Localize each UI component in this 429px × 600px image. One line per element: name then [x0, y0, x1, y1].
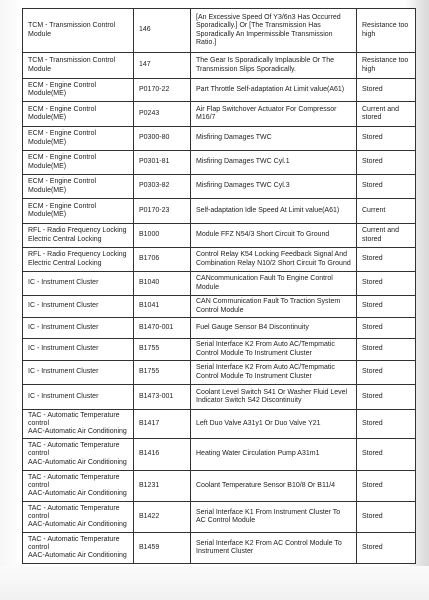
status-cell: Resistance too high — [357, 53, 416, 79]
description-cell: Misfiring Damages TWC Cyl.3 — [191, 175, 357, 199]
status-cell: Stored — [357, 296, 416, 318]
status-cell: Stored — [357, 502, 416, 533]
table-row — [23, 410, 416, 439]
status-cell: Stored — [357, 318, 416, 339]
status-cell: Current and stored — [357, 224, 416, 248]
module-cell: IC - Instrument Cluster — [23, 361, 134, 385]
module-cell: RFL - Radio Frequency Locking Electric Central Locking — [23, 224, 134, 248]
code-cell: B1416 — [134, 439, 191, 471]
code-cell: B1231 — [134, 471, 191, 502]
status-cell: Stored — [357, 410, 416, 439]
description-cell: Misfiring Damages TWC — [191, 127, 357, 151]
module-cell: TAC - Automatic Temperature control AAC-Automatic Air Conditioning — [23, 410, 134, 439]
module-cell: ECM - Engine Control Module(ME) — [23, 127, 134, 151]
description-cell: CANcommunication Fault To Engine Control Module — [191, 272, 357, 296]
status-cell: Stored — [357, 361, 416, 385]
description-cell: Heating Water Circulation Pump A31m1 — [191, 439, 357, 471]
table-row — [23, 471, 416, 502]
module-cell: TCM - Transmission Control Module — [23, 9, 134, 53]
module-cell: TAC - Automatic Temperature control AAC-Automatic Air Conditioning — [23, 502, 134, 533]
code-cell: B1706 — [134, 248, 191, 272]
module-cell: ECM - Engine Control Module(ME) — [23, 175, 134, 199]
table-row — [23, 318, 416, 339]
table-row — [23, 199, 416, 224]
status-cell: Stored — [357, 79, 416, 102]
table-row — [23, 79, 416, 102]
table-row — [23, 272, 416, 296]
table-row — [23, 533, 416, 564]
code-cell: 146 — [134, 9, 191, 53]
description-cell: Coolant Level Switch S41 Or Washer Fluid Level Indicator Switch S42 Discontinuity — [191, 385, 357, 410]
code-cell: P0301-81 — [134, 151, 191, 175]
code-cell: P0303-82 — [134, 175, 191, 199]
table-row — [23, 102, 416, 127]
description-cell: Serial Interface K2 From AC Control Module To Instrument Cluster — [191, 533, 357, 564]
table-row — [23, 175, 416, 199]
description-cell: Control Relay K54 Locking Feedback Signal And Combination Relay N10/2 Short Circuit To Ground — [191, 248, 357, 272]
module-cell: IC - Instrument Cluster — [23, 385, 134, 410]
table-row — [23, 385, 416, 410]
description-cell: Serial Interface K2 From Auto AC/Tempmatic Control Module To Instrument Cluster — [191, 339, 357, 361]
status-cell: Stored — [357, 471, 416, 502]
table-row — [23, 439, 416, 471]
table-row — [23, 151, 416, 175]
module-cell: IC - Instrument Cluster — [23, 318, 134, 339]
status-cell: Stored — [357, 248, 416, 272]
status-cell: Current and stored — [357, 102, 416, 127]
description-cell: Module FFZ N54/3 Short Circuit To Ground — [191, 224, 357, 248]
page-bottom-margin — [0, 566, 429, 600]
module-cell: IC - Instrument Cluster — [23, 339, 134, 361]
module-cell: IC - Instrument Cluster — [23, 296, 134, 318]
description-cell: The Gear Is Sporadically Implausible Or The Transmission Slips Sporadically. — [191, 53, 357, 79]
module-cell: ECM - Engine Control Module(ME) — [23, 151, 134, 175]
module-cell: TCM - Transmission Control Module — [23, 53, 134, 79]
code-cell: B1417 — [134, 410, 191, 439]
module-cell: ECM - Engine Control Module(ME) — [23, 199, 134, 224]
status-cell: Stored — [357, 533, 416, 564]
status-cell: Stored — [357, 127, 416, 151]
status-cell: Resistance too high — [357, 9, 416, 53]
module-cell: ECM - Engine Control Module(ME) — [23, 79, 134, 102]
module-cell: ECM - Engine Control Module(ME) — [23, 102, 134, 127]
status-cell: Stored — [357, 272, 416, 296]
module-cell: TAC - Automatic Temperature control AAC-Automatic Air Conditioning — [23, 533, 134, 564]
fault-code-table — [22, 8, 416, 564]
description-cell: Left Duo Valve A31y1 Or Duo Valve Y21 — [191, 410, 357, 439]
code-cell: B1473-001 — [134, 385, 191, 410]
table-row — [23, 296, 416, 318]
code-cell: P0243 — [134, 102, 191, 127]
table-row — [23, 502, 416, 533]
description-cell: Serial Interface K2 From Auto AC/Tempmatic Control Module To Instrument Cluster — [191, 361, 357, 385]
code-cell: B1470-001 — [134, 318, 191, 339]
code-cell: B1041 — [134, 296, 191, 318]
table-row — [23, 53, 416, 79]
table-row — [23, 339, 416, 361]
status-cell: Current — [357, 199, 416, 224]
code-cell: P0170-23 — [134, 199, 191, 224]
description-cell: Misfiring Damages TWC Cyl.1 — [191, 151, 357, 175]
description-cell: Serial Interface K1 From Instrument Cluster To AC Control Module — [191, 502, 357, 533]
description-cell: Coolant Temperature Sensor B10/8 Or B11/4 — [191, 471, 357, 502]
table-row — [23, 248, 416, 272]
code-cell: P0300-80 — [134, 127, 191, 151]
code-cell: B1459 — [134, 533, 191, 564]
description-cell: CAN Communication Fault To Traction System Control Module — [191, 296, 357, 318]
module-cell: TAC - Automatic Temperature control AAC-Automatic Air Conditioning — [23, 471, 134, 502]
description-cell: Fuel Gauge Sensor B4 Discontinuity — [191, 318, 357, 339]
status-cell: Stored — [357, 439, 416, 471]
module-cell: TAC - Automatic Temperature control AAC-Automatic Air Conditioning — [23, 439, 134, 471]
description-cell: Self-adaptation Idle Speed At Limit value(A61) — [191, 199, 357, 224]
code-cell: B1755 — [134, 361, 191, 385]
description-cell: Part Throttle Self-adaptation At Limit value(A61) — [191, 79, 357, 102]
status-cell: Stored — [357, 339, 416, 361]
table-row — [23, 361, 416, 385]
code-cell: B1000 — [134, 224, 191, 248]
module-cell: RFL - Radio Frequency Locking Electric Central Locking — [23, 248, 134, 272]
table-row — [23, 127, 416, 151]
status-cell: Stored — [357, 175, 416, 199]
code-cell: B1755 — [134, 339, 191, 361]
code-cell: B1040 — [134, 272, 191, 296]
code-cell: B1422 — [134, 502, 191, 533]
code-cell: P0170-22 — [134, 79, 191, 102]
status-cell: Stored — [357, 385, 416, 410]
code-cell: 147 — [134, 53, 191, 79]
description-cell: [An Excessive Speed Of Y3/6n3 Has Occurred Sporadically.] Or [The Transmission Has Sporadically An Impermissible Transmission Ratio.] — [191, 9, 357, 53]
table-row — [23, 224, 416, 248]
description-cell: Air Flap Switchover Actuator For Compressor M16/7 — [191, 102, 357, 127]
table-row — [23, 9, 416, 53]
module-cell: IC - Instrument Cluster — [23, 272, 134, 296]
status-cell: Stored — [357, 151, 416, 175]
